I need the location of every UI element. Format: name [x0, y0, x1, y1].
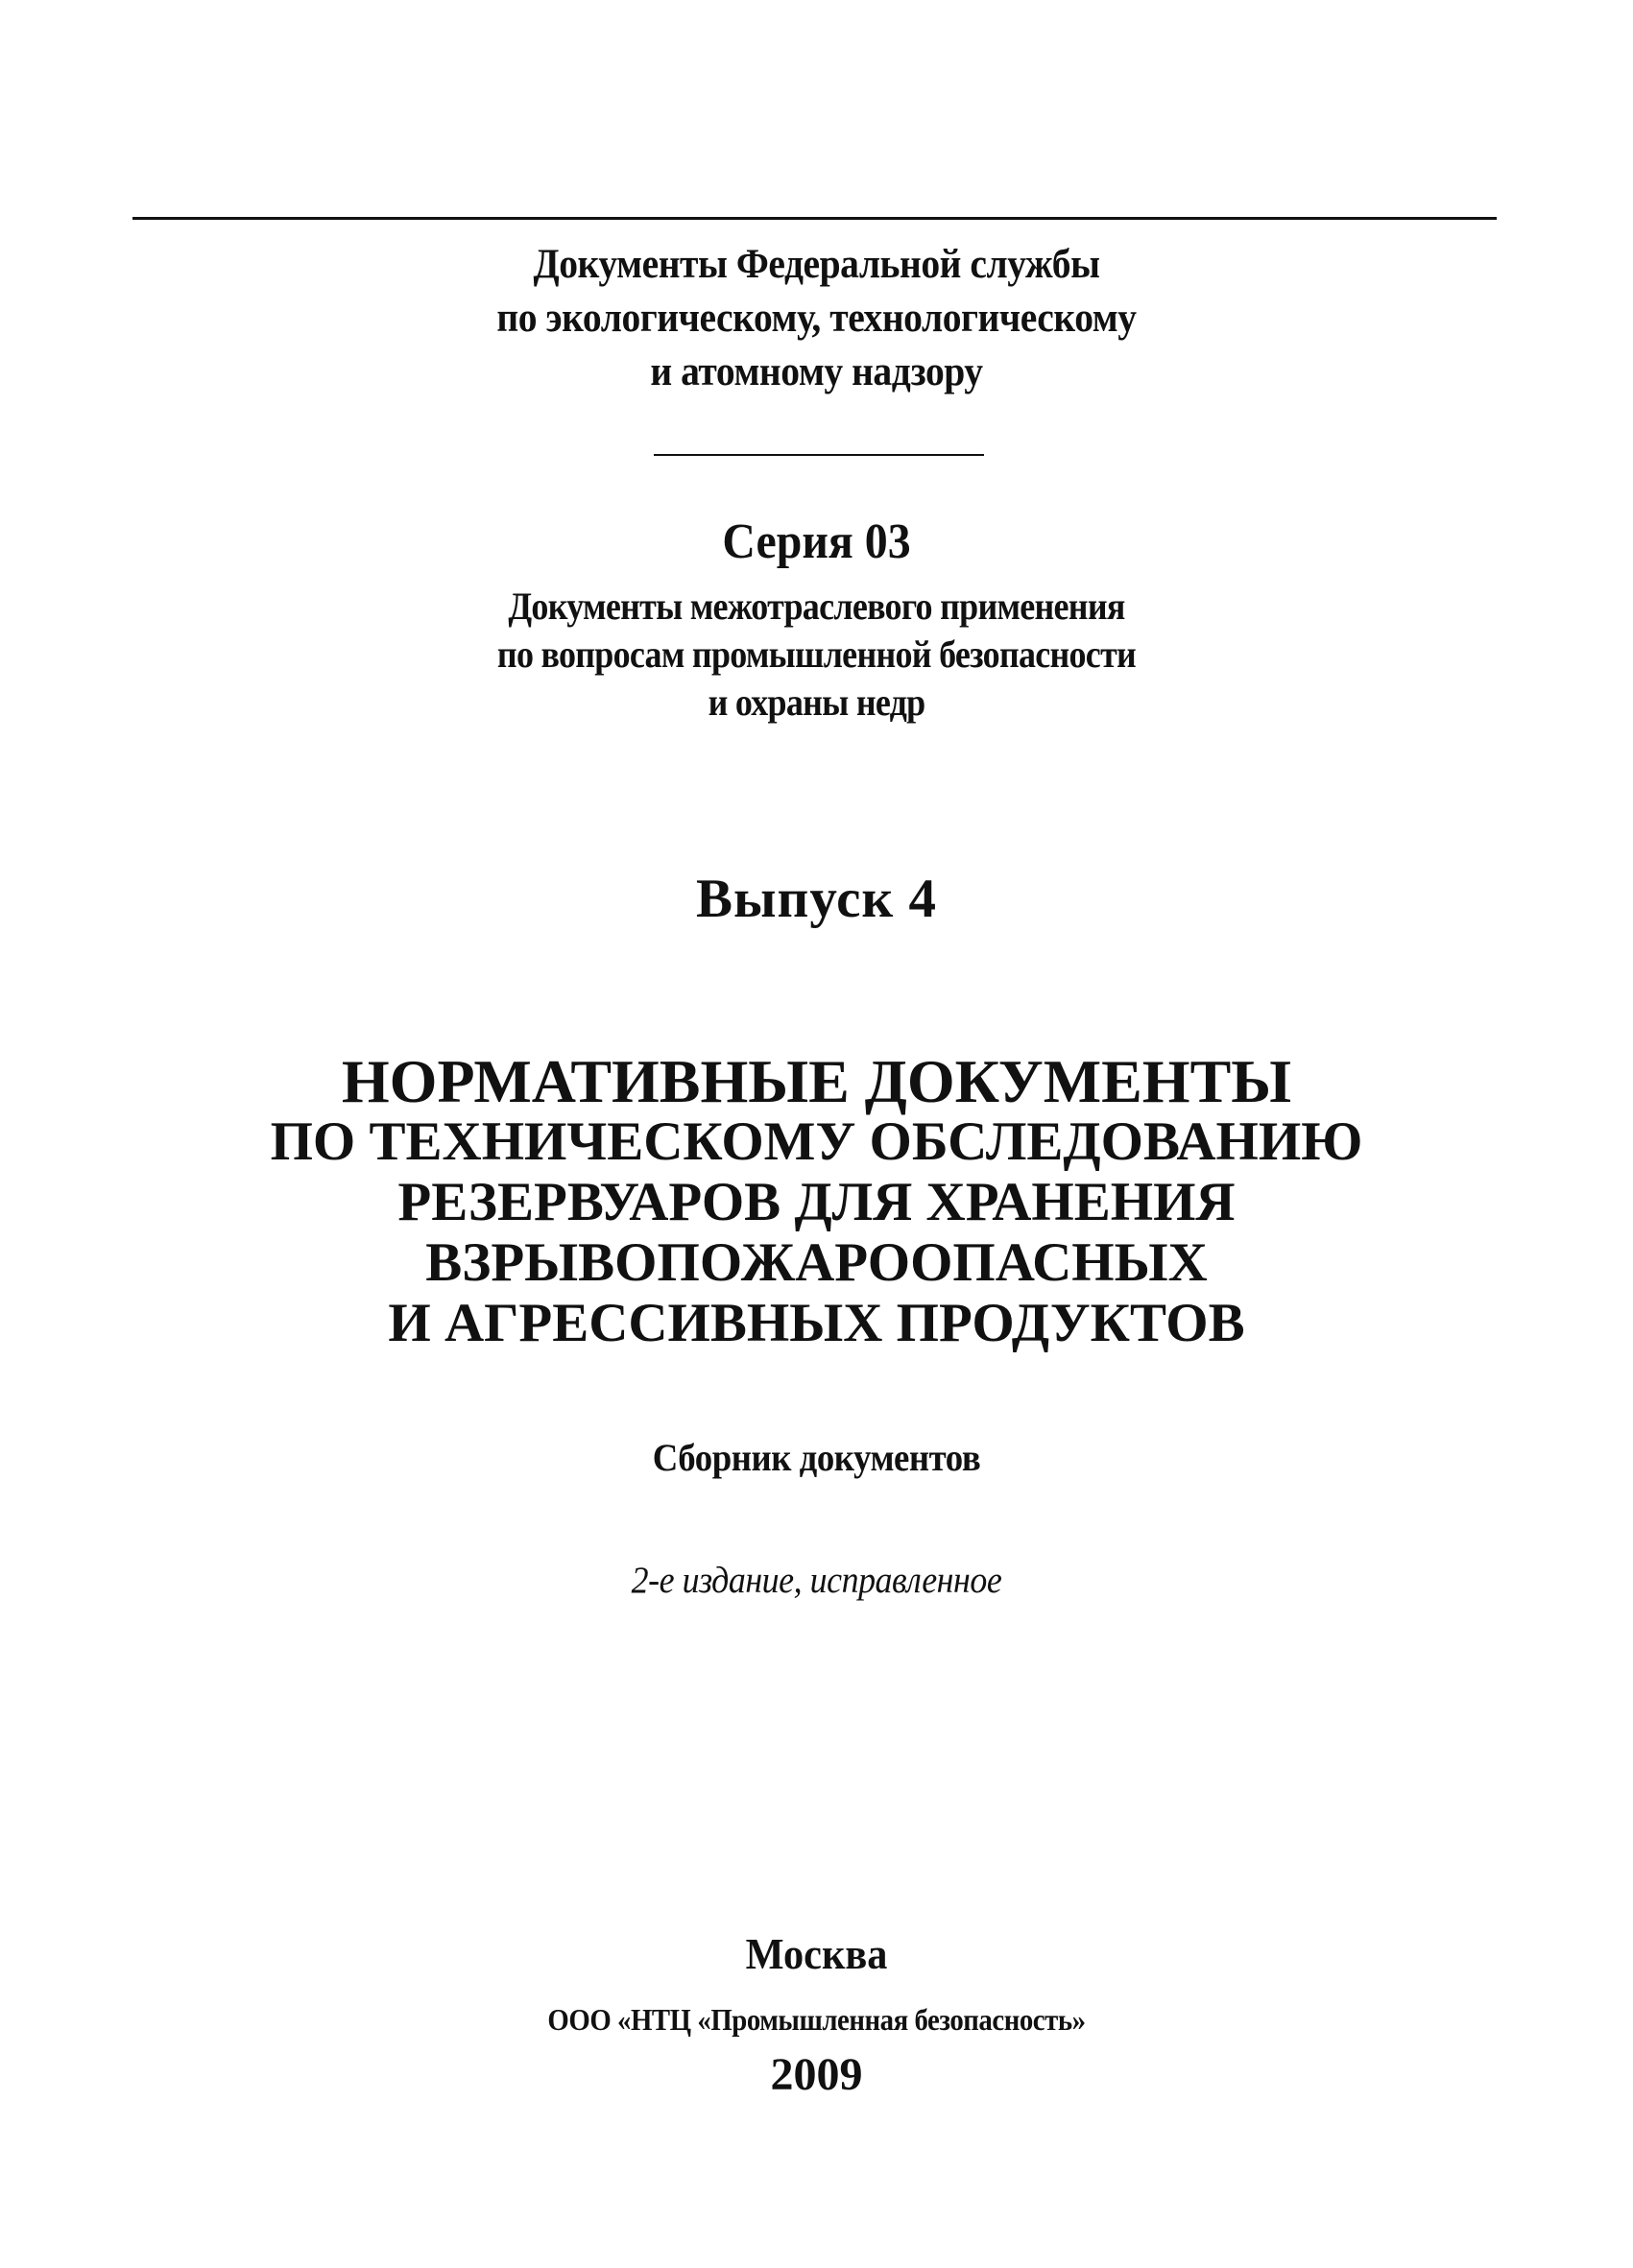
imprint-year: 2009	[770, 2049, 863, 2100]
edition-note: 2-е издание, исправленное	[631, 1560, 1002, 1601]
top-rule-divider	[132, 217, 1497, 220]
main-title-line: НОРМАТИВНЫЕ ДОКУМЕНТЫ	[341, 1047, 1292, 1115]
short-rule-divider	[654, 454, 984, 456]
series-description-line: Документы межотраслевого применения	[508, 585, 1125, 628]
imprint-city: Москва	[745, 1929, 888, 1978]
main-title-line: ВЗРЫВОПОЖАРООПАСНЫХ	[425, 1232, 1208, 1293]
imprint-publisher: ООО «НТЦ «Промышленная безопасность»	[547, 2002, 1086, 2037]
agency-line: Документы Федеральной службы	[533, 242, 1100, 287]
main-title-line: РЕЗЕРВУАРОВ ДЛЯ ХРАНЕНИЯ	[397, 1172, 1236, 1232]
agency-header	[65, 238, 1568, 399]
series-title: Серия 03	[722, 514, 911, 569]
agency-line: по экологическому, технологическому	[496, 296, 1137, 341]
main-title-line: ПО ТЕХНИЧЕСКОМУ ОБСЛЕДОВАНИЮ	[270, 1111, 1363, 1172]
main-title-line: И АГРЕССИВНЫХ ПРОДУКТОВ	[388, 1293, 1245, 1353]
subtitle: Сборник документов	[652, 1436, 981, 1479]
agency-line: и атомному надзору	[650, 349, 983, 394]
series-description-line: и охраны недр	[708, 680, 925, 724]
main-title	[0, 1047, 1633, 1353]
series-description	[82, 583, 1551, 727]
issue-label: Выпуск 4	[695, 869, 937, 929]
series-description-line: по вопросам промышленной безопасности	[496, 633, 1137, 676]
